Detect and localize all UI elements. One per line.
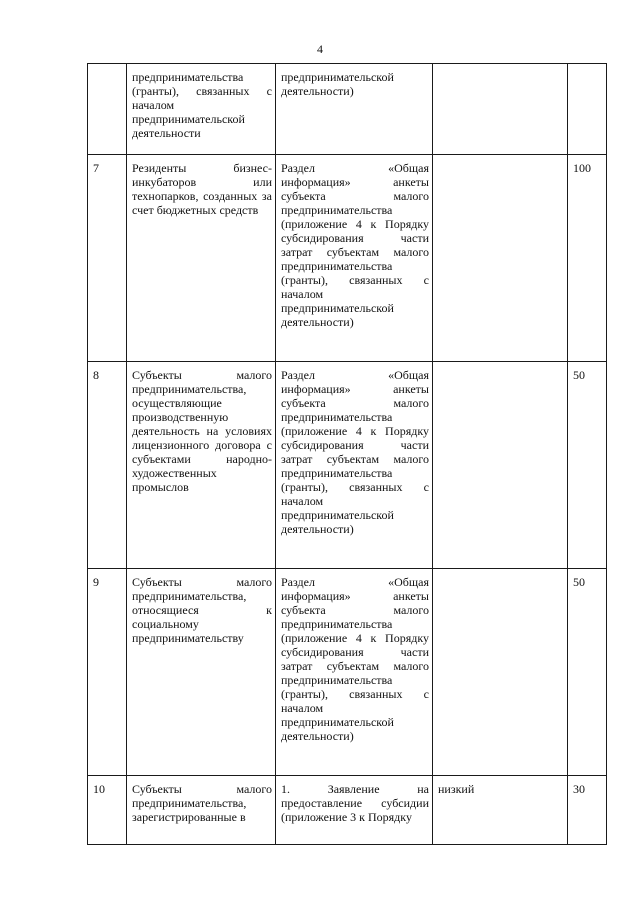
- points-value: 30: [568, 776, 607, 845]
- subject-category: Резиденты бизнес-инкубаторов или технопарков, созданных за счет бюджетных средств: [127, 155, 276, 362]
- table-row: [88, 64, 607, 155]
- points-value: 50: [568, 569, 607, 776]
- supporting-document: Раздел «Общая информация» анкеты субъекта малого предпринимательства (приложение 4 к Порядку субсидирования части затрат субъектам малого предпринимательства (гранты), связанных с началом предпринимательской деятельности): [276, 569, 433, 776]
- priority-level: [433, 155, 568, 362]
- priority-level: [433, 362, 568, 569]
- criteria-table: [87, 63, 607, 845]
- points-value: [568, 64, 607, 155]
- subject-category: Субъекты малого предпринимательства, зарегистрированные в: [127, 776, 276, 845]
- subject-category: Субъекты малого предпринимательства, осуществляющие производственную деятельность на условиях лицензионного договора с субъектами народно-художественных промыслов: [127, 362, 276, 569]
- row-number: 10: [88, 776, 127, 845]
- page-number: 4: [317, 42, 323, 56]
- subject-category: предпринимательства (гранты), связанных с началом предпринимательской деятельности: [127, 64, 276, 155]
- priority-level: [433, 64, 568, 155]
- supporting-document: 1. Заявление на предоставление субсидии (приложение 3 к Порядку: [276, 776, 433, 845]
- points-value: 50: [568, 362, 607, 569]
- table-row: [88, 362, 607, 569]
- supporting-document: предпринимательской деятельности): [276, 64, 433, 155]
- supporting-document: Раздел «Общая информация» анкеты субъекта малого предпринимательства (приложение 4 к Порядку субсидирования части затрат субъектам малого предпринимательства (гранты), связанных с началом предпринимательской деятельности): [276, 155, 433, 362]
- table-row: [88, 155, 607, 362]
- row-number: 7: [88, 155, 127, 362]
- row-number: [88, 64, 127, 155]
- supporting-document: Раздел «Общая информация» анкеты субъекта малого предпринимательства (приложение 4 к Порядку субсидирования части затрат субъектам малого предпринимательства (гранты), связанных с началом предпринимательской деятельности): [276, 362, 433, 569]
- row-number: 9: [88, 569, 127, 776]
- priority-level: низкий: [433, 776, 568, 845]
- priority-level: [433, 569, 568, 776]
- points-value: 100: [568, 155, 607, 362]
- row-number: 8: [88, 362, 127, 569]
- subject-category: Субъекты малого предпринимательства, относящиеся к социальному предпринимательству: [127, 569, 276, 776]
- table-row: [88, 776, 607, 845]
- table-row: [88, 569, 607, 776]
